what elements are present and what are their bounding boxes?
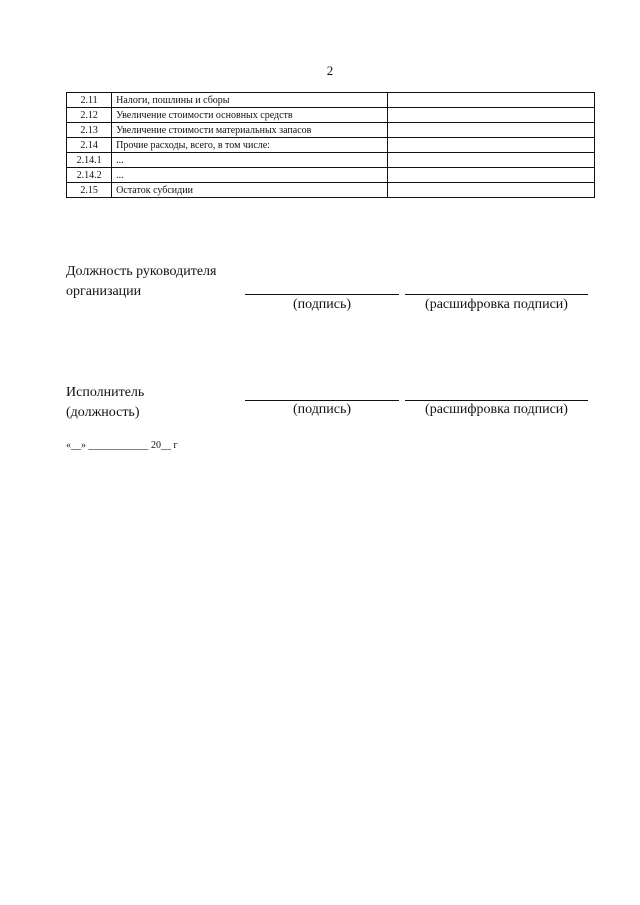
row-number: 2.14.2 xyxy=(67,168,112,183)
row-value-cell[interactable] xyxy=(388,153,595,168)
row-number: 2.11 xyxy=(67,93,112,108)
table-row xyxy=(67,153,595,168)
executor-label-line2: (должность) xyxy=(66,405,140,420)
row-value-cell[interactable] xyxy=(388,93,595,108)
row-value-cell[interactable] xyxy=(388,123,595,138)
page-number: 2 xyxy=(326,63,334,78)
head-position-label-line2: организации xyxy=(66,284,142,299)
head-position-label xyxy=(66,262,216,302)
date-field[interactable]: «__» ____________ 20__ г xyxy=(66,440,178,451)
table-row xyxy=(67,108,595,123)
row-name: Остаток субсидии xyxy=(112,183,388,198)
executor-label xyxy=(66,383,144,423)
row-number: 2.13 xyxy=(67,123,112,138)
head-signature-line[interactable] xyxy=(245,294,399,295)
row-value-cell[interactable] xyxy=(388,138,595,153)
row-name: Увеличение стоимости материальных запасов xyxy=(112,123,388,138)
row-name: Налоги, пошлины и сборы xyxy=(112,93,388,108)
expenses-table xyxy=(66,92,595,198)
row-number: 2.14 xyxy=(67,138,112,153)
executor-label-line1: Исполнитель xyxy=(66,385,145,400)
row-value-cell[interactable] xyxy=(388,183,595,198)
head-decoding-caption: (расшифровка подписи) xyxy=(425,297,568,312)
executor-decoding-line[interactable] xyxy=(405,400,588,401)
row-name: Увеличение стоимости основных средств xyxy=(112,108,388,123)
table-row xyxy=(67,138,595,153)
table-row xyxy=(67,93,595,108)
table-row xyxy=(67,123,595,138)
row-value-cell[interactable] xyxy=(388,108,595,123)
head-signature-caption: (подпись) xyxy=(292,297,352,312)
row-value-cell[interactable] xyxy=(388,168,595,183)
head-decoding-line[interactable] xyxy=(405,294,588,295)
row-name: ... xyxy=(112,168,388,183)
executor-signature-caption: (подпись) xyxy=(292,402,352,417)
table-row xyxy=(67,183,595,198)
executor-signature-line[interactable] xyxy=(245,400,399,401)
row-name: Прочие расходы, всего, в том числе: xyxy=(112,138,388,153)
row-number: 2.15 xyxy=(67,183,112,198)
table-row xyxy=(67,168,595,183)
row-number: 2.14.1 xyxy=(67,153,112,168)
row-name: ... xyxy=(112,153,388,168)
head-position-label-line1: Должность руководителя xyxy=(66,264,217,279)
executor-decoding-caption: (расшифровка подписи) xyxy=(425,402,568,417)
row-number: 2.12 xyxy=(67,108,112,123)
